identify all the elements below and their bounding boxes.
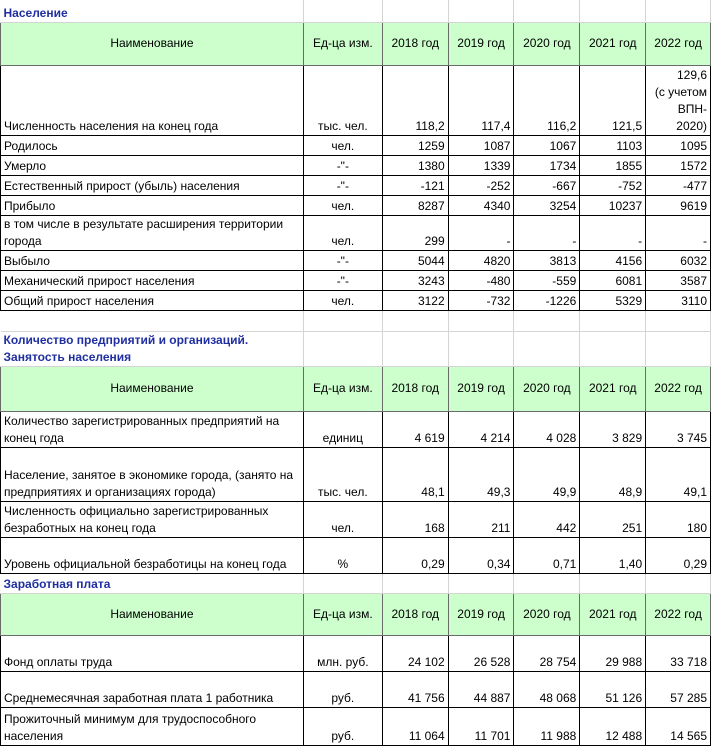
table-row (1, 175, 711, 195)
row-value[interactable]: 51 126 (580, 671, 646, 707)
row-value[interactable]: 3110 (646, 290, 711, 310)
empty-cell[interactable] (448, 310, 514, 331)
table-row (1, 135, 711, 155)
header-year[interactable]: 2021 год (580, 22, 646, 65)
empty-cell[interactable] (1, 310, 304, 331)
row-unit[interactable]: чел. (303, 195, 382, 215)
empty-cell[interactable] (448, 331, 514, 366)
row-name[interactable]: Среднемесячная заработная плата 1 работника (1, 671, 304, 707)
header-unit[interactable]: Ед-ца изм. (303, 593, 382, 635)
row-value[interactable]: 28 754 (514, 635, 580, 671)
row-value[interactable]: 1259 (382, 135, 448, 155)
row-unit[interactable]: чел. (303, 290, 382, 310)
row-value[interactable]: 14 565 (646, 707, 711, 745)
row-unit[interactable]: -"- (303, 250, 382, 270)
row-unit[interactable]: руб. (303, 707, 382, 745)
row-value[interactable]: 49,3 (448, 447, 514, 501)
row-name[interactable]: Прибыло (1, 195, 304, 215)
header-year[interactable]: 2018 год (382, 593, 448, 635)
row-value[interactable]: 41 756 (382, 671, 448, 707)
empty-cell[interactable] (303, 573, 382, 593)
row-value[interactable]: 211 (448, 501, 514, 537)
empty-cell[interactable] (382, 331, 448, 366)
row-name[interactable]: Умерло (1, 155, 304, 175)
row-name[interactable]: Родилось (1, 135, 304, 155)
header-year[interactable]: 2018 год (382, 366, 448, 411)
row-value[interactable]: -121 (382, 175, 448, 195)
row-value[interactable]: 24 102 (382, 635, 448, 671)
empty-cell[interactable] (646, 0, 711, 22)
row-value[interactable]: 0,29 (382, 537, 448, 573)
row-value[interactable]: 4 028 (514, 411, 580, 447)
row-name[interactable]: Прожиточный минимум для трудоспособного населения (1, 707, 304, 745)
row-unit[interactable]: млн. руб. (303, 635, 382, 671)
row-value[interactable]: 9619 (646, 195, 711, 215)
row-value[interactable]: 1339 (448, 155, 514, 175)
table-row (1, 671, 711, 707)
row-name[interactable]: Естественный прирост (убыль) населения (1, 175, 304, 195)
row-value[interactable]: - (580, 215, 646, 250)
row-value[interactable]: 29 988 (580, 635, 646, 671)
table-header-row (1, 22, 711, 65)
row-value[interactable]: 4340 (448, 195, 514, 215)
row-value[interactable]: -752 (580, 175, 646, 195)
row-value[interactable]: 10237 (580, 195, 646, 215)
header-unit[interactable]: Ед-ца изм. (303, 366, 382, 411)
empty-cell[interactable] (646, 573, 711, 593)
header-unit[interactable]: Ед-ца изм. (303, 22, 382, 65)
empty-cell[interactable] (448, 573, 514, 593)
empty-cell[interactable] (448, 0, 514, 22)
row-value[interactable]: 1067 (514, 135, 580, 155)
row-unit[interactable]: руб. (303, 671, 382, 707)
empty-cell[interactable] (514, 331, 580, 366)
row-value[interactable]: -252 (448, 175, 514, 195)
empty-cell[interactable] (303, 331, 382, 366)
row-value[interactable]: 299 (382, 215, 448, 250)
table-row (1, 411, 711, 447)
row-value[interactable]: 1855 (580, 155, 646, 175)
row-value[interactable]: -667 (514, 175, 580, 195)
row-value[interactable]: 48,9 (580, 447, 646, 501)
row-value[interactable]: 11 988 (514, 707, 580, 745)
row-value[interactable]: 0,34 (448, 537, 514, 573)
row-name[interactable]: Численность официально зарегистрированных безработных на конец года (1, 501, 304, 537)
row-value[interactable]: 129,6 (с учетом ВПН- 2020) (646, 65, 711, 135)
row-value[interactable]: 33 718 (646, 635, 711, 671)
table-row (1, 250, 711, 270)
row-value[interactable]: 3254 (514, 195, 580, 215)
row-value[interactable]: 11 064 (382, 707, 448, 745)
row-unit[interactable]: единиц (303, 411, 382, 447)
row-name[interactable]: Выбыло (1, 250, 304, 270)
row-value[interactable]: 3122 (382, 290, 448, 310)
row-value[interactable]: 1,40 (580, 537, 646, 573)
row-value[interactable]: 4 619 (382, 411, 448, 447)
empty-cell[interactable] (382, 0, 448, 22)
row-value[interactable]: 1087 (448, 135, 514, 155)
table-row (1, 447, 711, 501)
table-row (1, 270, 711, 290)
row-unit[interactable]: чел. (303, 135, 382, 155)
row-value[interactable]: 0,29 (646, 537, 711, 573)
row-value[interactable]: 251 (580, 501, 646, 537)
table-row (1, 195, 711, 215)
section-title[interactable]: Население (1, 0, 304, 22)
row-value[interactable]: 48 068 (514, 671, 580, 707)
empty-cell[interactable] (580, 331, 646, 366)
header-name[interactable]: Наименование (1, 22, 304, 65)
header-name[interactable]: Наименование (1, 366, 304, 411)
empty-cell[interactable] (514, 0, 580, 22)
header-year[interactable]: 2021 год (580, 366, 646, 411)
row-value[interactable]: 4820 (448, 250, 514, 270)
row-value[interactable]: 3 745 (646, 411, 711, 447)
row-unit[interactable]: % (303, 537, 382, 573)
row-name[interactable]: в том числе в результате расширения территории города (1, 215, 304, 250)
empty-cell[interactable] (580, 573, 646, 593)
row-name[interactable]: Механический прирост населения (1, 270, 304, 290)
empty-cell[interactable] (303, 0, 382, 22)
empty-cell[interactable] (646, 331, 711, 366)
row-value[interactable]: 1095 (646, 135, 711, 155)
header-year[interactable]: 2019 год (448, 366, 514, 411)
row-value[interactable]: -480 (448, 270, 514, 290)
row-value[interactable]: 12 488 (580, 707, 646, 745)
row-value[interactable]: 442 (514, 501, 580, 537)
row-value[interactable]: -1226 (514, 290, 580, 310)
table-row (1, 537, 711, 573)
section-title-row (1, 573, 711, 593)
row-unit[interactable]: -"- (303, 270, 382, 290)
empty-cell[interactable] (382, 310, 448, 331)
row-unit[interactable]: тыс. чел. (303, 65, 382, 135)
row-value[interactable]: 44 887 (448, 671, 514, 707)
row-unit[interactable]: -"- (303, 155, 382, 175)
empty-cell[interactable] (514, 573, 580, 593)
row-value[interactable]: 1380 (382, 155, 448, 175)
row-name[interactable]: Фонд оплаты труда (1, 635, 304, 671)
blank-row (1, 310, 711, 331)
row-name[interactable]: Население, занятое в экономике города, (занято на предприятиях и организациях города) (1, 447, 304, 501)
table-row (1, 707, 711, 745)
row-name[interactable]: Численность населения на конец года (1, 65, 304, 135)
row-name[interactable]: Общий прирост населения (1, 290, 304, 310)
row-value[interactable]: 57 285 (646, 671, 711, 707)
row-value[interactable]: 118,2 (382, 65, 448, 135)
row-value[interactable]: 5044 (382, 250, 448, 270)
empty-cell[interactable] (514, 310, 580, 331)
header-year[interactable]: 2020 год (514, 366, 580, 411)
row-value[interactable]: 168 (382, 501, 448, 537)
row-value[interactable]: 121,5 (580, 65, 646, 135)
table-row (1, 501, 711, 537)
row-value[interactable]: 3243 (382, 270, 448, 290)
section-title-row (1, 0, 711, 22)
empty-cell[interactable] (303, 310, 382, 331)
table-row (1, 215, 711, 250)
row-value[interactable]: 6032 (646, 250, 711, 270)
table-header-row (1, 593, 711, 635)
section-title[interactable]: Заработная плата (1, 573, 304, 593)
header-year[interactable]: 2020 год (514, 22, 580, 65)
row-value[interactable]: 3587 (646, 270, 711, 290)
table-header-row (1, 366, 711, 411)
row-value[interactable]: 26 528 (448, 635, 514, 671)
row-value[interactable]: -559 (514, 270, 580, 290)
row-value[interactable]: 0,71 (514, 537, 580, 573)
empty-cell[interactable] (580, 0, 646, 22)
row-value[interactable]: - (448, 215, 514, 250)
table-row (1, 155, 711, 175)
section-title-row (1, 331, 711, 366)
section-title[interactable]: Количество предприятий и организаций. Занятость населения (1, 331, 304, 366)
row-value[interactable]: 11 701 (448, 707, 514, 745)
row-value[interactable]: 1103 (580, 135, 646, 155)
header-year[interactable]: 2019 год (448, 593, 514, 635)
row-value[interactable]: 1734 (514, 155, 580, 175)
row-value[interactable]: 180 (646, 501, 711, 537)
header-year[interactable]: 2020 год (514, 593, 580, 635)
row-name[interactable]: Количество зарегистрированных предприятий на конец года (1, 411, 304, 447)
row-unit[interactable]: чел. (303, 501, 382, 537)
row-value[interactable]: -477 (646, 175, 711, 195)
table-row (1, 290, 711, 310)
header-name[interactable]: Наименование (1, 593, 304, 635)
row-value[interactable]: - (514, 215, 580, 250)
header-year[interactable]: 2022 год (646, 593, 711, 635)
empty-cell[interactable] (646, 310, 711, 331)
row-unit[interactable]: тыс. чел. (303, 447, 382, 501)
row-unit[interactable]: -"- (303, 175, 382, 195)
row-name[interactable]: Уровень официальной безработицы на конец года (1, 537, 304, 573)
row-value[interactable]: 49,1 (646, 447, 711, 501)
row-value[interactable]: 6081 (580, 270, 646, 290)
header-year[interactable]: 2018 год (382, 22, 448, 65)
header-year[interactable]: 2022 год (646, 22, 711, 65)
row-value[interactable]: 48,1 (382, 447, 448, 501)
row-value[interactable]: 5329 (580, 290, 646, 310)
row-value[interactable]: 4156 (580, 250, 646, 270)
row-value[interactable]: -732 (448, 290, 514, 310)
empty-cell[interactable] (382, 573, 448, 593)
row-value[interactable]: 49,9 (514, 447, 580, 501)
empty-cell[interactable] (580, 310, 646, 331)
row-value[interactable]: 8287 (382, 195, 448, 215)
row-unit[interactable]: чел. (303, 215, 382, 250)
row-value[interactable]: 4 214 (448, 411, 514, 447)
row-value[interactable]: 3 829 (580, 411, 646, 447)
row-value[interactable]: 117,4 (448, 65, 514, 135)
header-year[interactable]: 2021 год (580, 593, 646, 635)
table-row (1, 635, 711, 671)
row-value[interactable]: - (646, 215, 711, 250)
row-value[interactable]: 116,2 (514, 65, 580, 135)
table-row (1, 65, 711, 135)
header-year[interactable]: 2022 год (646, 366, 711, 411)
row-value[interactable]: 3813 (514, 250, 580, 270)
header-year[interactable]: 2019 год (448, 22, 514, 65)
row-value[interactable]: 1572 (646, 155, 711, 175)
